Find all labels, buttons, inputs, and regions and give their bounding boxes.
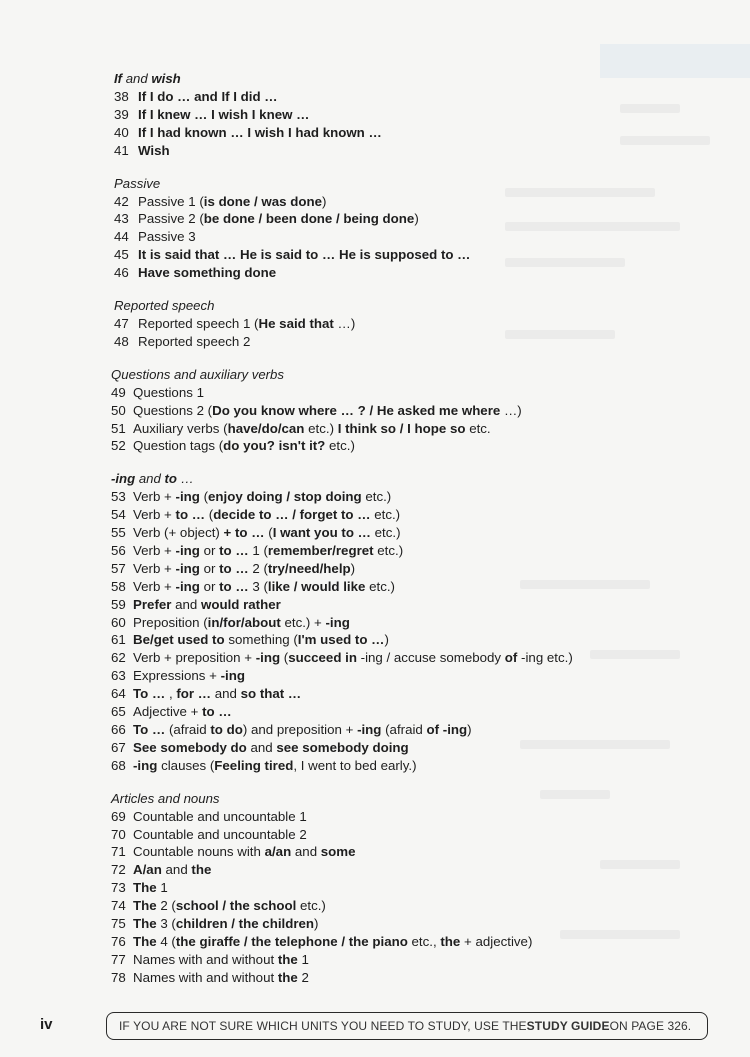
unit-title: Verb + -ing or to … 2 (try/need/help) bbox=[133, 560, 356, 576]
unit-title: Wish bbox=[138, 142, 170, 158]
unit-55[interactable]: 55 Verb (+ object) + to … (I want you to … etc.) bbox=[111, 525, 401, 541]
unit-70[interactable]: 70 Countable and uncountable 2 bbox=[111, 826, 307, 842]
unit-title: Questions 1 bbox=[133, 384, 204, 400]
section-if-and-wish bbox=[0, 70, 750, 160]
unit-74[interactable]: 74 The 2 (school / the school etc.) bbox=[111, 898, 326, 914]
unit-71[interactable]: 71 Countable nouns with a/an and some bbox=[111, 844, 356, 860]
unit-title: If I do … and If I did … bbox=[138, 89, 278, 104]
unit-59[interactable]: 59 Prefer and would rather bbox=[111, 596, 281, 612]
section-ing-and-to bbox=[0, 470, 750, 774]
unit-title: Verb + -ing or to … 1 (remember/regret etc.) bbox=[133, 543, 404, 559]
unit-40[interactable]: 40 If I had known … I wish I had known … bbox=[114, 124, 382, 140]
unit-title: To … , for … and so that … bbox=[133, 686, 302, 702]
unit-title: Passive 2 (be done / been done / being done) bbox=[138, 211, 419, 227]
unit-43[interactable]: 43 Passive 2 (be done / been done / being done) bbox=[114, 211, 419, 227]
section-heading: Questions and auxiliary verbs bbox=[111, 366, 284, 382]
unit-72[interactable]: 72 A/an and the bbox=[111, 862, 212, 878]
study-guide-banner: IF YOU ARE NOT SURE WHICH UNITS YOU NEED TO STUDY, USE THE STUDY GUIDE ON PAGE 326. bbox=[106, 1012, 708, 1040]
unit-title: It is said that … He is said to … He is supposed to … bbox=[138, 247, 471, 263]
unit-title: Preposition (in/for/about etc.) + -ing bbox=[133, 614, 350, 630]
section-articles-and-nouns bbox=[0, 790, 750, 987]
unit-title: Countable nouns with a/an and some bbox=[133, 844, 356, 860]
unit-title: Question tags (do you? isn't it? etc.) bbox=[133, 438, 355, 454]
section-heading: If and wish bbox=[114, 71, 181, 86]
unit-50[interactable]: 50 Questions 2 (Do you know where … ? / He asked me where …) bbox=[111, 402, 522, 418]
section-questions-and-auxiliary-verbs bbox=[0, 366, 750, 456]
unit-63[interactable]: 63 Expressions + -ing bbox=[111, 668, 245, 684]
unit-title: Countable and uncountable 1 bbox=[133, 808, 307, 824]
unit-41[interactable]: 41 Wish bbox=[114, 142, 170, 158]
unit-66[interactable]: 66 To … (afraid to do) and preposition + -ing (afraid of -ing) bbox=[111, 721, 472, 737]
unit-title: Expressions + -ing bbox=[133, 668, 245, 684]
unit-54[interactable]: 54 Verb + to … (decide to … / forget to … etc.) bbox=[111, 507, 401, 523]
study-guide-link[interactable]: STUDY GUIDE bbox=[526, 1019, 610, 1033]
section-heading: Passive bbox=[114, 175, 161, 191]
unit-title: Questions 2 (Do you know where … ? / He asked me where …) bbox=[133, 402, 522, 418]
unit-52[interactable]: 52 Question tags (do you? isn't it? etc.) bbox=[111, 438, 355, 454]
section-reported-speech bbox=[0, 297, 750, 351]
unit-title: -ing clauses (Feeling tired, I went to bed early.) bbox=[133, 757, 417, 773]
unit-title: To … (afraid to do) and preposition + -ing (afraid of -ing) bbox=[133, 721, 472, 737]
unit-title: Prefer and would rather bbox=[133, 596, 281, 612]
unit-title: Verb (+ object) + to … (I want you to … etc.) bbox=[133, 525, 401, 541]
unit-49[interactable]: 49 Questions 1 bbox=[111, 384, 204, 400]
unit-67[interactable]: 67 See somebody do and see somebody doing bbox=[111, 739, 409, 755]
unit-title: If I knew … I wish I knew … bbox=[138, 106, 310, 122]
unit-51[interactable]: 51 Auxiliary verbs (have/do/can etc.) I think so / I hope so etc. bbox=[111, 420, 491, 436]
unit-68[interactable]: 68 -ing clauses (Feeling tired, I went to bed early.) bbox=[111, 757, 417, 773]
section-heading: Reported speech bbox=[114, 298, 215, 314]
unit-title: Verb + preposition + -ing (succeed in -ing / accuse somebody of -ing etc.) bbox=[133, 650, 573, 666]
unit-title: Reported speech 2 bbox=[138, 333, 251, 349]
unit-title: Countable and uncountable 2 bbox=[133, 826, 307, 842]
unit-69[interactable]: 69 Countable and uncountable 1 bbox=[111, 808, 307, 824]
unit-38[interactable]: 38 If I do … and If I did … bbox=[114, 89, 278, 104]
unit-42[interactable]: 42 Passive 1 (is done / was done) bbox=[114, 193, 327, 209]
unit-78[interactable]: 78 Names with and without the 2 bbox=[111, 969, 309, 985]
unit-title: Names with and without the 2 bbox=[133, 969, 309, 985]
unit-title: A/an and the bbox=[133, 862, 212, 878]
unit-61[interactable]: 61 Be/get used to something (I'm used to …) bbox=[111, 632, 389, 648]
unit-title: Passive 3 bbox=[138, 229, 196, 245]
unit-62[interactable]: 62 Verb + preposition + -ing (succeed in -ing / accuse somebody of -ing etc.) bbox=[111, 650, 573, 666]
unit-title: Passive 1 (is done / was done) bbox=[138, 193, 327, 209]
unit-title: Verb + -ing or to … 3 (like / would like etc.) bbox=[133, 578, 395, 594]
unit-title: Verb + -ing (enjoy doing / stop doing etc.) bbox=[133, 489, 392, 505]
unit-title: See somebody do and see somebody doing bbox=[133, 739, 409, 755]
unit-title: Reported speech 1 (He said that …) bbox=[138, 316, 356, 332]
unit-76[interactable]: 76 The 4 (the giraffe / the telephone / the piano etc., the + adjective) bbox=[111, 933, 533, 949]
section-heading: Articles and nouns bbox=[111, 790, 220, 806]
unit-title: The 3 (children / the children) bbox=[133, 915, 319, 931]
unit-title: The 1 bbox=[133, 880, 168, 896]
unit-60[interactable]: 60 Preposition (in/for/about etc.) + -ing bbox=[111, 614, 350, 630]
unit-title: Have something done bbox=[138, 265, 277, 281]
unit-title: Adjective + to … bbox=[133, 704, 232, 720]
unit-46[interactable]: 46 Have something done bbox=[114, 265, 277, 281]
unit-75[interactable]: 75 The 3 (children / the children) bbox=[111, 915, 319, 931]
unit-title: If I had known … I wish I had known … bbox=[138, 124, 382, 140]
unit-title: Verb + to … (decide to … / forget to … etc.) bbox=[133, 507, 401, 523]
page-number: iv bbox=[40, 1016, 53, 1033]
unit-53[interactable]: 53 Verb + -ing (enjoy doing / stop doing etc.) bbox=[111, 489, 392, 505]
unit-65[interactable]: 65 Adjective + to … bbox=[111, 704, 232, 720]
section-passive bbox=[0, 175, 750, 282]
unit-title: The 4 (the giraffe / the telephone / the piano etc., the + adjective) bbox=[133, 933, 533, 949]
unit-44[interactable]: 44 Passive 3 bbox=[114, 229, 196, 245]
unit-57[interactable]: 57 Verb + -ing or to … 2 (try/need/help) bbox=[111, 560, 356, 576]
unit-title: Be/get used to something (I'm used to …) bbox=[133, 632, 389, 648]
section-heading: -ing and to … bbox=[111, 471, 194, 487]
unit-title: The 2 (school / the school etc.) bbox=[133, 898, 326, 914]
unit-39[interactable]: 39 If I knew … I wish I knew … bbox=[114, 106, 310, 122]
unit-77[interactable]: 77 Names with and without the 1 bbox=[111, 951, 309, 967]
contents-list bbox=[0, 70, 750, 987]
unit-48[interactable]: 48 Reported speech 2 bbox=[114, 333, 251, 349]
unit-title: Auxiliary verbs (have/do/can etc.) I think so / I hope so etc. bbox=[133, 420, 491, 436]
unit-47[interactable]: 47 Reported speech 1 (He said that …) bbox=[114, 316, 356, 332]
unit-title: Names with and without the 1 bbox=[133, 951, 309, 967]
unit-56[interactable]: 56 Verb + -ing or to … 1 (remember/regret etc.) bbox=[111, 543, 404, 559]
unit-73[interactable]: 73 The 1 bbox=[111, 880, 168, 896]
unit-64[interactable]: 64 To … , for … and so that … bbox=[111, 686, 302, 702]
page-footer bbox=[40, 1012, 710, 1042]
unit-58[interactable]: 58 Verb + -ing or to … 3 (like / would like etc.) bbox=[111, 578, 395, 594]
unit-45[interactable]: 45 It is said that … He is said to … He is supposed to … bbox=[114, 247, 471, 263]
